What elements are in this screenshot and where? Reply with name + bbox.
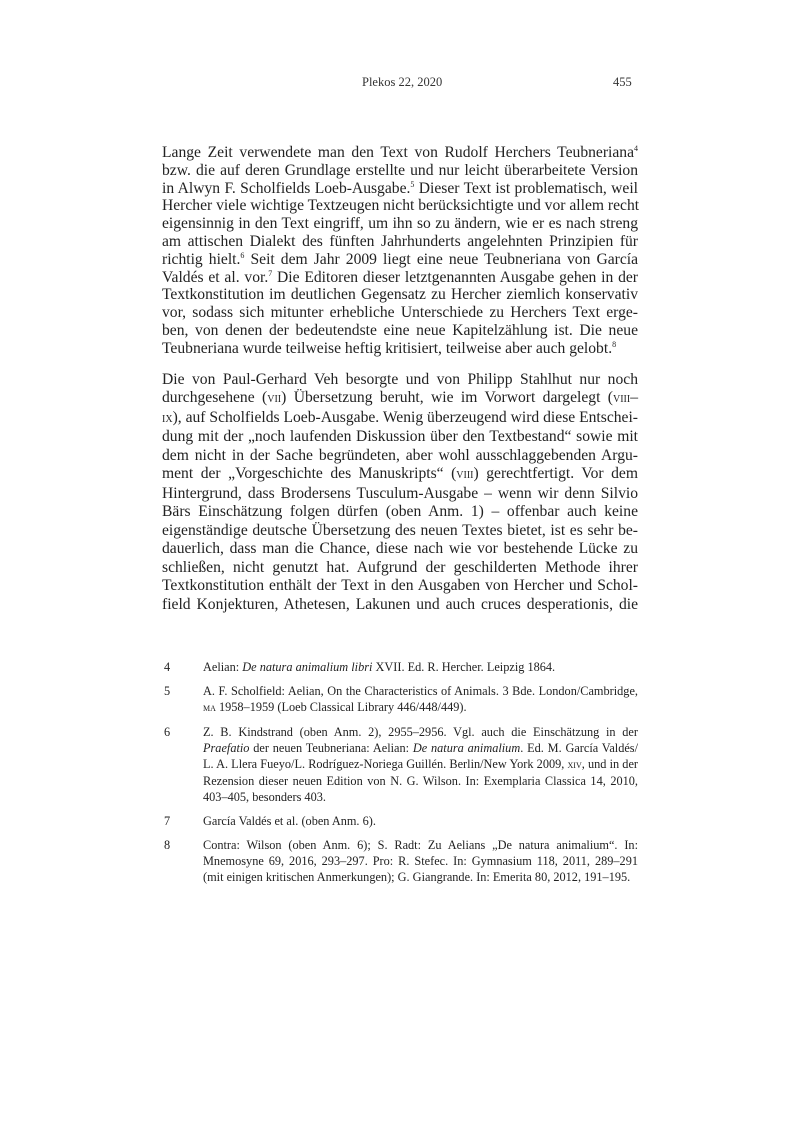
text-segment: vor, sodass sich mitunter erhebliche Unterschiede zu Herchers Text erge- — [162, 304, 638, 322]
text-segment: ben, von denen der bedeutendste eine neue Kapitelzählung ist. Die neue — [162, 321, 638, 339]
text-segment: dauerlich, dass man die Chance, diese nach wie vor bestehende Lücke zu — [162, 540, 638, 558]
small-caps-text: vii — [267, 391, 282, 407]
footnote — [164, 837, 638, 885]
paragraph — [162, 144, 638, 358]
running-header-journal: Plekos 22, 2020 — [362, 75, 443, 89]
text-line — [162, 389, 638, 409]
text-segment: Hintergrund, dass Brodersens Tusculum-Ausgabe – wenn wir denn Silvio — [162, 484, 638, 502]
text-line — [162, 144, 638, 162]
text-segment: Teubneriana wurde teilweise heftig kritisiert, teilweise aber auch gelobt. — [162, 339, 613, 357]
text-segment: am attischen Dialekt des fünften Jahrhunderts angelehnten Prinzipien für — [162, 232, 638, 250]
text-line — [162, 503, 638, 522]
text-line — [162, 522, 638, 541]
text-line — [162, 540, 638, 559]
text-segment: Lange Zeit verwendete man den Text von Rudolf Herchers Teubneriana — [162, 144, 634, 161]
text-segment: ) Übersetzung beruht, wie im Vorwort dargelegt ( — [281, 389, 613, 407]
text-segment: Dieser Text ist problematisch, weil — [414, 179, 638, 197]
text-segment: Valdés et al. vor. — [162, 268, 269, 286]
text-line — [162, 251, 638, 269]
text-segment: Contra: Wilson (oben Anm. 6); S. Radt: Zu Aelians „De natura animalium“. In: Mnemosyne 69, 2016, 293–297. Pro: R. Stefec. In: Gymnasium 118, 2011, 289–291 (mit einigen kritischen Anmerkungen); G. Giangrande. In: Emerita 80, 2012, 191–195. — [203, 838, 638, 884]
footnote-reference: 6 — [240, 250, 245, 260]
text-segment: eigensinnig in den Text eingriff, um ihn so zu ändern, wie er es nach streng — [162, 215, 638, 233]
text-line — [162, 215, 638, 233]
text-segment: García Valdés et al. (oben Anm. 6). — [203, 814, 376, 828]
text-segment: ), auf Scholfields Loeb-Ausgabe. Wenig überzeugend wird diese Entschei- — [172, 408, 638, 426]
footnote-text — [203, 659, 638, 675]
text-line — [162, 180, 638, 198]
text-segment: XVII. Ed. R. Hercher. Leipzig 1864. — [372, 660, 556, 674]
small-caps-text: ma — [203, 702, 216, 714]
text-line — [162, 577, 638, 596]
text-segment: Aelian: — [203, 660, 243, 674]
text-segment: dem nicht in der Sache begründeten, aber wohl ausschlaggebenden Argu- — [162, 446, 638, 464]
text-segment: ment der „Vorgeschichte des Manuskripts“ ( — [162, 465, 457, 483]
small-caps-text: viii — [612, 391, 631, 407]
italic-title: De natura animalium — [412, 741, 521, 755]
small-caps-text: viii — [456, 467, 474, 483]
footnote — [164, 724, 638, 805]
footnote-reference: 4 — [634, 144, 638, 153]
text-line — [162, 465, 638, 485]
text-segment: in Alwyn F. Scholfields Loeb-Ausgabe. — [162, 179, 411, 197]
body-text — [162, 144, 638, 627]
footnote-reference: 7 — [268, 268, 273, 278]
page-number: 455 — [613, 75, 632, 89]
footnote-text — [203, 724, 638, 805]
text-line — [162, 371, 638, 390]
text-segment: dung mit der „noch laufenden Diskussion über den Textbestand“ sowie mit — [162, 428, 638, 446]
text-line — [162, 162, 638, 180]
text-line — [162, 322, 638, 340]
footnote-text — [203, 837, 638, 885]
text-segment: schließen, nicht genutzt hat. Aufgrund der geschilderten Methode ihrer — [162, 558, 638, 576]
footnote-reference: 8 — [612, 339, 617, 349]
text-segment: , und in der Rezension dieser neuen Edition von N. G. Wilson. In: Exemplaria Classica 14, 2010, 403–405, besonders 403. — [203, 757, 639, 804]
text-segment: bzw. die auf deren Grundlage erstellte und nur leicht überarbeitete Version — [162, 161, 638, 179]
footnote-number: 6 — [164, 725, 171, 739]
footnote-text — [203, 683, 638, 716]
text-segment: Seit dem Jahr 2009 liegt eine neue Teubneriana von García — [244, 250, 639, 268]
text-line — [162, 340, 638, 358]
footnote — [164, 659, 638, 675]
small-caps-text: ix — [162, 410, 173, 426]
text-segment: eigenständige deutsche Übersetzung des neuen Textes bietet, ist es sehr be- — [162, 521, 638, 539]
footnote-number: 7 — [164, 814, 171, 828]
text-line — [162, 286, 638, 304]
text-line — [162, 409, 638, 429]
italic-title: Praefatio — [203, 741, 250, 755]
text-line — [162, 269, 638, 287]
text-segment: der neuen Teubneriana: Aelian: — [249, 741, 413, 755]
text-segment: durchgesehene ( — [162, 389, 268, 407]
text-segment: richtig hielt. — [162, 250, 241, 268]
text-segment: ) gerechtfertigt. Vor dem — [473, 465, 638, 483]
small-caps-text: xiv — [567, 759, 582, 771]
text-segment: Textkonstitution im deutlichen Gegensatz zu Hercher ziemlich konservativ — [162, 286, 638, 304]
text-segment: Die von Paul-Gerhard Veh besorgte und von Philipp Stahlhut nur noch — [162, 370, 638, 388]
text-segment: . Ed. M. García Valdés/ L. A. Llera Fueyo/L. Rodríguez-Noriega Guillén. Berlin/New York 2009, — [203, 741, 639, 771]
paragraph — [162, 371, 638, 615]
footnote — [164, 683, 638, 716]
text-segment: – — [630, 389, 638, 407]
text-line — [162, 559, 638, 578]
text-segment: Textkonstitution enthält der Text in den Ausgaben von Hercher und Schol- — [162, 577, 638, 595]
footnote-number: 5 — [164, 684, 171, 698]
text-line — [162, 447, 638, 466]
text-line — [162, 485, 638, 504]
footnote-number: 8 — [164, 838, 171, 852]
text-line — [162, 596, 638, 615]
footnote-number: 4 — [164, 660, 171, 674]
footnote-text — [203, 813, 638, 829]
text-segment: Hercher viele wichtige Textzeugen nicht berücksichtigte und vor allem recht — [162, 197, 640, 215]
text-line — [162, 197, 638, 215]
text-segment: Die Editoren dieser letztgenannten Ausgabe gehen in der — [272, 268, 638, 286]
text-segment: field Konjekturen, Athetesen, Lakunen und auch cruces desperationis, die — [162, 595, 638, 613]
footnotes — [164, 659, 638, 893]
text-line — [162, 428, 638, 447]
text-line — [162, 304, 638, 322]
footnote — [164, 813, 638, 829]
footnote-reference: 5 — [410, 179, 415, 189]
text-segment: Z. B. Kindstrand (oben Anm. 2), 2955–2956. Vgl. auch die Einschätzung in der — [203, 725, 638, 739]
text-segment: A. F. Scholfield: Aelian, On the Characteristics of Animals. 3 Bde. London/Cambridge, — [203, 684, 638, 698]
text-segment: Bärs Einschätzung folgen dürfen (oben Anm. 1) – offenbar auch keine — [162, 503, 638, 521]
text-segment: 1958–1959 (Loeb Classical Library 446/448/449). — [215, 700, 467, 714]
text-line — [162, 233, 638, 251]
italic-title: De natura animalium libri — [242, 660, 373, 674]
